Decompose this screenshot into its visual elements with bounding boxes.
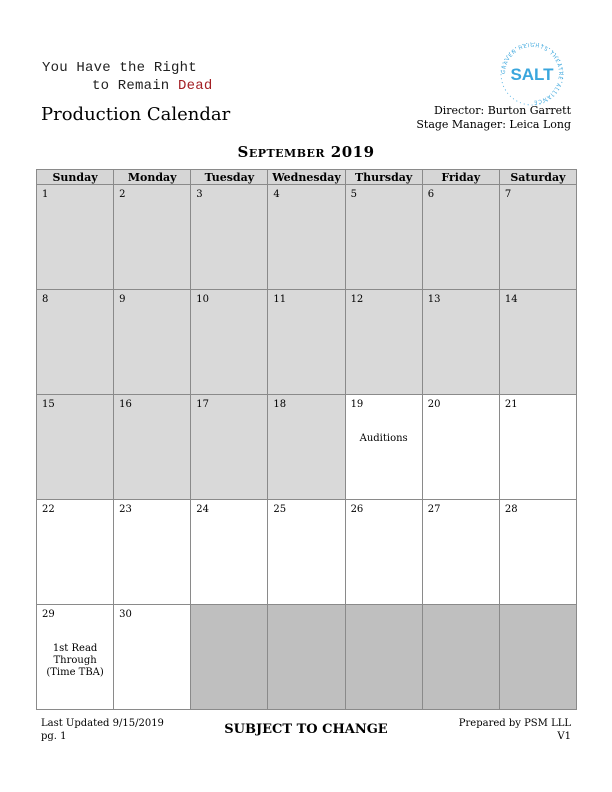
staff-info <box>416 104 571 132</box>
day-number: 29 <box>42 609 55 620</box>
calendar-event-line: (Time TBA) <box>46 667 104 678</box>
day-cell-24 <box>191 500 268 605</box>
day-cell-15 <box>37 395 114 500</box>
calendar-week-row <box>37 605 577 710</box>
logo-text: SALT <box>510 65 554 84</box>
day-number: 17 <box>196 399 210 410</box>
day-number: 23 <box>119 504 132 515</box>
show-title-dead: Dead <box>178 78 213 94</box>
day-cell-2 <box>114 185 191 290</box>
director-label: Director: Burton Garrett <box>433 104 571 117</box>
day-cell-10 <box>191 290 268 395</box>
version: V1 <box>557 731 571 742</box>
day-number: 30 <box>119 609 132 620</box>
day-number: 5 <box>350 189 357 200</box>
day-cell-21 <box>499 395 576 500</box>
day-cell-20 <box>422 395 499 500</box>
day-number: 2 <box>119 189 126 200</box>
day-cell-4 <box>268 185 345 290</box>
calendar-event-line: Through <box>53 655 97 666</box>
show-title-line-2 <box>92 78 212 94</box>
day-cell-9 <box>114 290 191 395</box>
month-title: September 2019 <box>237 143 375 161</box>
prepared-by: Prepared by PSM LLL <box>458 718 571 729</box>
day-number: 12 <box>350 294 364 305</box>
day-number: 8 <box>42 294 49 305</box>
empty-day-cell <box>499 605 576 710</box>
day-cell-7 <box>499 185 576 290</box>
calendar-grid <box>36 169 577 710</box>
day-cell-5 <box>345 185 422 290</box>
day-cell-8 <box>37 290 114 395</box>
day-cell-14 <box>499 290 576 395</box>
logo-ring-text: GRAVEN HEIGHTS THEATRE ALLIANCE <box>500 42 564 106</box>
day-number: 25 <box>273 504 287 515</box>
empty-day-cell <box>191 605 268 710</box>
day-cell-28 <box>499 500 576 605</box>
empty-day-cell <box>345 605 422 710</box>
day-number: 19 <box>350 399 364 410</box>
show-title-line-1: You Have the Right <box>42 60 197 76</box>
day-number: 1 <box>42 189 49 200</box>
day-cell-18 <box>268 395 345 500</box>
day-number: 7 <box>504 189 512 200</box>
day-cell-27 <box>422 500 499 605</box>
weekday-saturday: Saturday <box>499 170 576 185</box>
page-title: Production Calendar <box>41 104 231 125</box>
day-cell-1 <box>37 185 114 290</box>
page-number: pg. 1 <box>41 731 67 742</box>
weekday-monday: Monday <box>114 170 191 185</box>
day-number: 27 <box>427 504 441 515</box>
day-number: 15 <box>42 399 55 410</box>
day-number: 11 <box>273 294 287 305</box>
day-number: 21 <box>504 399 518 410</box>
day-number: 24 <box>196 504 210 515</box>
calendar-event <box>37 643 113 679</box>
day-cell-23 <box>114 500 191 605</box>
day-cell-29 <box>37 605 114 710</box>
day-cell-6 <box>422 185 499 290</box>
calendar-body <box>37 185 577 710</box>
day-cell-11 <box>268 290 345 395</box>
weekday-sunday: Sunday <box>37 170 114 185</box>
weekday-friday: Friday <box>422 170 499 185</box>
day-cell-3 <box>191 185 268 290</box>
subject-to-change-notice: SUBJECT TO CHANGE <box>224 722 388 737</box>
day-cell-12 <box>345 290 422 395</box>
calendar-event: Auditions <box>359 433 408 444</box>
weekday-header-row <box>37 170 577 185</box>
day-cell-13 <box>422 290 499 395</box>
stage-manager-label: Stage Manager: Leica Long <box>416 118 571 131</box>
day-cell-22 <box>37 500 114 605</box>
show-title-part: to Remain <box>92 78 179 94</box>
weekday-tuesday: Tuesday <box>191 170 268 185</box>
day-number: 4 <box>273 189 280 200</box>
weekday-thursday: Thursday <box>345 170 422 185</box>
calendar-week-row <box>37 500 577 605</box>
day-number: 20 <box>427 399 441 410</box>
empty-day-cell <box>422 605 499 710</box>
day-cell-25 <box>268 500 345 605</box>
day-cell-19 <box>345 395 422 500</box>
day-number: 18 <box>273 399 287 410</box>
day-number: 10 <box>196 294 210 305</box>
calendar-week-row <box>37 395 577 500</box>
calendar-event-line: 1st Read <box>52 643 98 654</box>
salt-logo-icon <box>498 40 566 108</box>
day-number: 6 <box>427 189 435 200</box>
empty-day-cell <box>268 605 345 710</box>
day-number: 9 <box>119 294 126 305</box>
day-number: 14 <box>504 294 518 305</box>
day-number: 16 <box>119 399 132 410</box>
weekday-wednesday: Wednesday <box>268 170 345 185</box>
last-updated: Last Updated 9/15/2019 <box>41 718 164 729</box>
day-cell-30 <box>114 605 191 710</box>
day-number: 28 <box>504 504 518 515</box>
footer-right <box>459 717 571 743</box>
day-number: 13 <box>427 294 441 305</box>
day-number: 22 <box>42 504 55 515</box>
day-cell-26 <box>345 500 422 605</box>
day-cell-17 <box>191 395 268 500</box>
day-cell-16 <box>114 395 191 500</box>
calendar-week-row <box>37 290 577 395</box>
day-number: 3 <box>196 189 203 200</box>
day-number: 26 <box>350 504 364 515</box>
calendar-week-row <box>37 185 577 290</box>
